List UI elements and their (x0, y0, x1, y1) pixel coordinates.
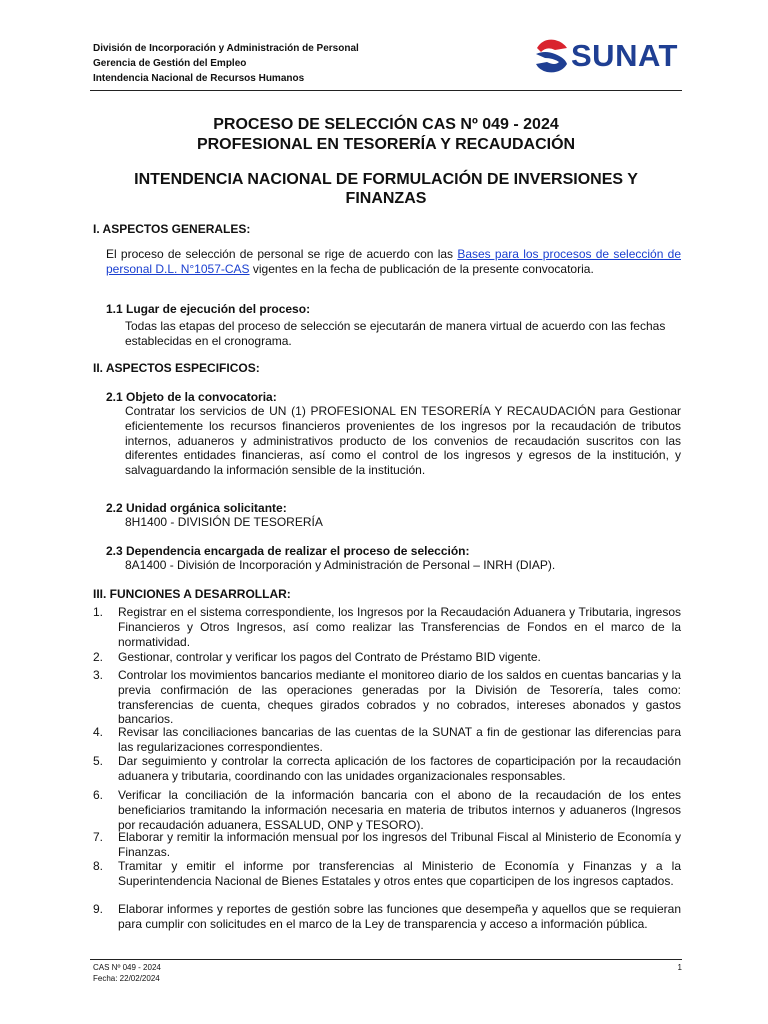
section-2-2-heading: 2.2 Unidad orgánica solicitante: (106, 501, 287, 515)
function-item-num: 2. (93, 650, 104, 664)
function-item-num: 8. (93, 859, 104, 873)
sunat-logo (533, 34, 683, 78)
footer-doc-ref: CAS Nº 049 - 2024 (93, 963, 161, 972)
section-1-intro (106, 247, 681, 277)
function-item-text: Revisar las conciliaciones bancarias de las cuentas de la SUNAT a fin de gestionar las diferencias para las regularizaciones correspondientes. (118, 725, 681, 754)
section-1-1-text: Todas las etapas del proceso de selección se ejecutarán de manera virtual de acuerdo con las fechas establecidas en el cronograma. (125, 319, 666, 348)
footer-page-number: 1 (677, 963, 682, 972)
function-item-text: Registrar en el sistema correspondiente, los Ingresos por la Recaudación Aduanera y Tributaria, ingresos Financieros y Otros Ingresos, así como realizar las Transferencias de Fondos en el marco de la normatividad. (118, 605, 681, 649)
section-2-3-heading: 2.3 Dependencia encargada de realizar el proceso de selección: (106, 544, 470, 558)
section-2-2-text: 8H1400 - DIVISIÓN DE TESORERÍA (125, 515, 323, 529)
function-item-num: 1. (93, 605, 104, 619)
function-item-text: Dar seguimiento y controlar la correcta aplicación de los factores de coparticipación por la recaudación aduanera y tributaria, coordinando con las unidades organizacionales responsables. (118, 754, 681, 783)
intendencia-title-line-1: INTENDENCIA NACIONAL DE FORMULACIÓN DE INVERSIONES Y (134, 171, 638, 188)
function-item-num: 6. (93, 788, 104, 802)
function-item-text: Gestionar, controlar y verificar los pagos del Contrato de Préstamo BID vigente. (118, 650, 541, 664)
footer-block (93, 962, 293, 984)
section-2-heading: II. ASPECTOS ESPECIFICOS: (93, 361, 260, 375)
intendencia-title-line-2: FINANZAS (345, 190, 427, 207)
header-block (93, 41, 473, 86)
footer-rule (90, 959, 682, 960)
function-item-text: Elaborar informes y reportes de gestión sobre las funciones que desempeña y aquellos que se requieran para cumplir con solicitudes en el marco de la Ley de transparencia y acceso a información pública. (118, 902, 681, 931)
header-line-2: Gerencia de Gestión del Empleo (93, 58, 247, 69)
function-item-num: 3. (93, 668, 104, 682)
function-item-text: Verificar la conciliación de la información bancaria con el abono de la recaudación de los entes beneficiarios tramitando la información necesaria en materia de tributos internos y aduaneros (Ingresos por recaudación aduanera, ESSALUD, ONP y TESORO). (118, 788, 681, 832)
section-1-1-heading: 1.1 Lugar de ejecución del proceso: (106, 302, 311, 316)
bases-link[interactable]: Bases para los procesos de selección de personal D.L. N°1057-CAS (106, 247, 681, 276)
header-line-3: Intendencia Nacional de Recursos Humanos (93, 73, 305, 84)
intro-text-before-link: El proceso de selección de personal se rige de acuerdo con las (106, 247, 458, 261)
function-item-num: 5. (93, 754, 104, 768)
section-3-heading: III. FUNCIONES A DESARROLLAR: (93, 587, 291, 601)
function-item-text: Tramitar y emitir el informe por transferencias al Ministerio de Economía y Finanzas y a la Superintendencia Nacional de Bienes Estatales y otros entes que coparticipen de los ingresos captados. (118, 859, 681, 888)
section-2-3-text: 8A1400 - División de Incorporación y Administración de Personal – INRH (DIAP). (125, 558, 556, 572)
section-1-heading: I. ASPECTOS GENERALES: (93, 222, 251, 236)
function-item-text: Controlar los movimientos bancarios mediante el monitoreo diario de los saldos en cuentas bancarias y la previa confirmación de las operaciones generadas por la División de Tesorería, tales como: transferencias de cuenta, cheques girados cobrados y no cobrados, intereses abonados y gastos bancarios. (118, 668, 681, 727)
function-item-text: Elaborar y remitir la información mensual por los ingresos del Tribunal Fiscal al Ministerio de Economía y Finanzas. (118, 830, 681, 859)
footer-date: Fecha: 22/02/2024 (93, 974, 160, 983)
function-item-num: 9. (93, 902, 104, 916)
sunat-logo-mark-icon (533, 36, 571, 76)
sunat-logo-text: SUNAT (571, 38, 678, 73)
function-item-num: 4. (93, 725, 104, 739)
position-title: PROFESIONAL EN TESORERÍA Y RECAUDACIÓN (196, 136, 576, 153)
process-title: PROCESO DE SELECCIÓN CAS Nº 049 - 2024 (213, 116, 559, 133)
header-line-1: División de Incorporación y Administración de Personal (93, 43, 359, 54)
function-item-num: 7. (93, 830, 104, 844)
section-2-1-text: Contratar los servicios de UN (1) PROFESIONAL EN TESORERÍA Y RECAUDACIÓN para Gestionar eficientemente los recursos financieros provenientes de los ingresos por la recaudación de tributos internos, aduaneros y administrativos producto de los convenios de recaudación suscritos con las diferentes entidades financieras, así como el control de los ingresos y egresos de la institución, y salvaguardando la información sensible de la institución. (125, 404, 681, 478)
intro-text-after-link: vigentes en la fecha de publicación de la presente convocatoria. (249, 261, 594, 276)
section-2-1-heading: 2.1 Objeto de la convocatoria: (106, 390, 277, 404)
header-rule (90, 90, 682, 91)
